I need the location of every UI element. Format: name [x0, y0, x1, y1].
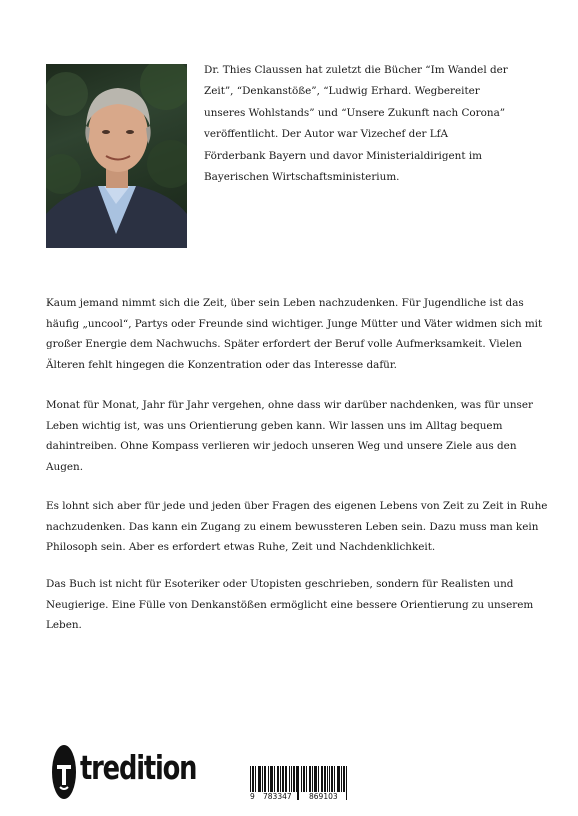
blurb-line: Leben wichtig ist, was uns Orientierung geben kann. Wir lassen uns im Alltag bequem	[46, 419, 503, 432]
barcode-bar	[322, 766, 323, 792]
barcode-bar	[277, 766, 278, 792]
barcode-bar	[344, 766, 345, 792]
blurb-line: Monat für Monat, Jahr für Jahr vergehen, ohne dass wir darüber nachdenken, was für unser	[46, 399, 533, 411]
barcode-bar	[296, 766, 297, 792]
barcode-bar	[271, 766, 272, 792]
barcode-bar	[260, 766, 261, 792]
barcode-bar	[341, 766, 342, 792]
blurb-line: nachzudenken. Das kann ein Zugang zu einem bewussteren Leben sein. Dazu muss man kein	[46, 520, 539, 533]
barcode-bar	[280, 766, 281, 792]
tredition-logo-icon	[50, 745, 80, 801]
barcode-bar	[324, 766, 325, 792]
blurb-line: Kaum jemand nimmt sich die Zeit, über sein Leben nachzudenken. Für Jugendliche ist das	[46, 297, 524, 309]
author-photo	[46, 64, 187, 248]
blurb-line: Es lohnt sich aber für jede und jeden über Fragen des eigenen Lebens von Zeit zu Zeit in Ruhe	[46, 500, 548, 512]
barcode-digits-right: 869103	[309, 792, 338, 801]
barcode-bar	[264, 766, 265, 792]
barcode-bar	[291, 766, 292, 792]
barcode-bar	[332, 766, 333, 792]
author-bio-line: unseres Wohlstands” und “Unsere Zukunft nach Corona”	[204, 106, 506, 119]
barcode-bar	[321, 766, 322, 792]
barcode-bar	[343, 766, 344, 792]
barcode-bar	[253, 766, 254, 792]
barcode-bar	[268, 766, 269, 792]
barcode-bar	[258, 766, 259, 792]
barcode-bar	[255, 766, 256, 792]
barcode-bar	[278, 766, 279, 792]
blurb-line: Augen.	[46, 460, 83, 473]
barcode-bar	[301, 766, 302, 792]
author-bio-line: Bayerischen Wirtschaftsministerium.	[204, 171, 400, 184]
barcode-bar	[339, 766, 340, 792]
blurb-line: häufig „uncool“, Partys oder Freunde sind wichtiger. Junge Mütter und Väter widmen sich mit	[46, 317, 543, 330]
barcode-bar	[312, 766, 313, 792]
blurb-line: dahintreiben. Ohne Kompass verlieren wir jedoch unseren Weg und unsere Ziele aus den	[46, 440, 517, 452]
author-portrait-illustration	[46, 64, 187, 248]
barcode-bar	[331, 766, 332, 792]
barcode-bar	[346, 766, 347, 800]
blurb-paragraph-4	[46, 574, 534, 636]
barcode-bar	[303, 766, 304, 792]
barcode-bar	[286, 766, 287, 792]
barcode-bar	[297, 766, 298, 800]
barcode-bar	[282, 766, 283, 792]
blurb-paragraph-1	[46, 293, 543, 375]
blurb-paragraph-2	[46, 395, 533, 477]
barcode-bar	[272, 766, 273, 792]
barcode-bar	[289, 766, 290, 792]
barcode-bar	[294, 766, 295, 792]
blurb-line: großer Energie dem Nachwuchs. Später erfordert der Beruf volle Aufmerksamkeit. Vielen	[46, 338, 522, 350]
barcode-bar	[325, 766, 326, 792]
barcode-bar	[310, 766, 311, 792]
barcode-bar	[337, 766, 338, 792]
barcode-bar	[259, 766, 260, 792]
barcode-bar	[298, 766, 299, 800]
barcode-bar	[329, 766, 330, 792]
barcode-bar	[318, 766, 319, 792]
author-bio	[204, 60, 508, 188]
author-bio-line: Dr. Thies Claussen hat zuletzt die Bücher “Im Wandel der	[204, 64, 508, 76]
barcode-bar	[283, 766, 284, 792]
barcode-bar	[265, 766, 266, 792]
author-bio-line: Förderbank Bayern und davor Ministerialdirigent im	[204, 149, 483, 162]
barcode-bar	[316, 766, 317, 792]
barcode-bar	[270, 766, 271, 792]
barcode-bar	[293, 766, 294, 792]
blurb-line: Älteren fehlt hingegen die Konzentration oder das Interesse dafür.	[46, 358, 397, 371]
barcode-bar	[306, 766, 307, 792]
blurb-line: Neugierige. Eine Fülle von Denkanstößen ermöglicht eine bessere Orientierung zu unserem	[46, 598, 534, 611]
barcode-bar	[314, 766, 315, 792]
barcode-bar	[262, 766, 263, 792]
barcode-bar	[274, 766, 275, 792]
author-bio-line: veröffentlicht. Der Autor war Vizechef der LfA	[204, 128, 448, 141]
publisher-name: tredition	[80, 748, 197, 787]
blurb-line: Das Buch ist nicht für Esoteriker oder Utopisten geschrieben, sondern für Realisten und	[46, 578, 514, 590]
barcode-bar	[327, 766, 328, 792]
barcode-bar	[304, 766, 305, 792]
barcode-digit-first: 9	[250, 792, 255, 801]
author-bio-line: Zeit”, “Denkanstöße”, “Ludwig Erhard. Wegbereiter	[204, 85, 480, 98]
blurb-line: Philosoph sein. Aber es erfordert etwas Ruhe, Zeit und Nachdenklichkeit.	[46, 541, 436, 553]
barcode-bar	[334, 766, 335, 792]
barcode-bar	[309, 766, 310, 792]
barcode-bar	[338, 766, 339, 792]
blurb-paragraph-3	[46, 496, 548, 558]
barcode-bar	[285, 766, 286, 792]
blurb-line: Leben.	[46, 619, 82, 631]
barcode-digits-left: 783347	[263, 792, 292, 801]
barcode-bar	[315, 766, 316, 792]
